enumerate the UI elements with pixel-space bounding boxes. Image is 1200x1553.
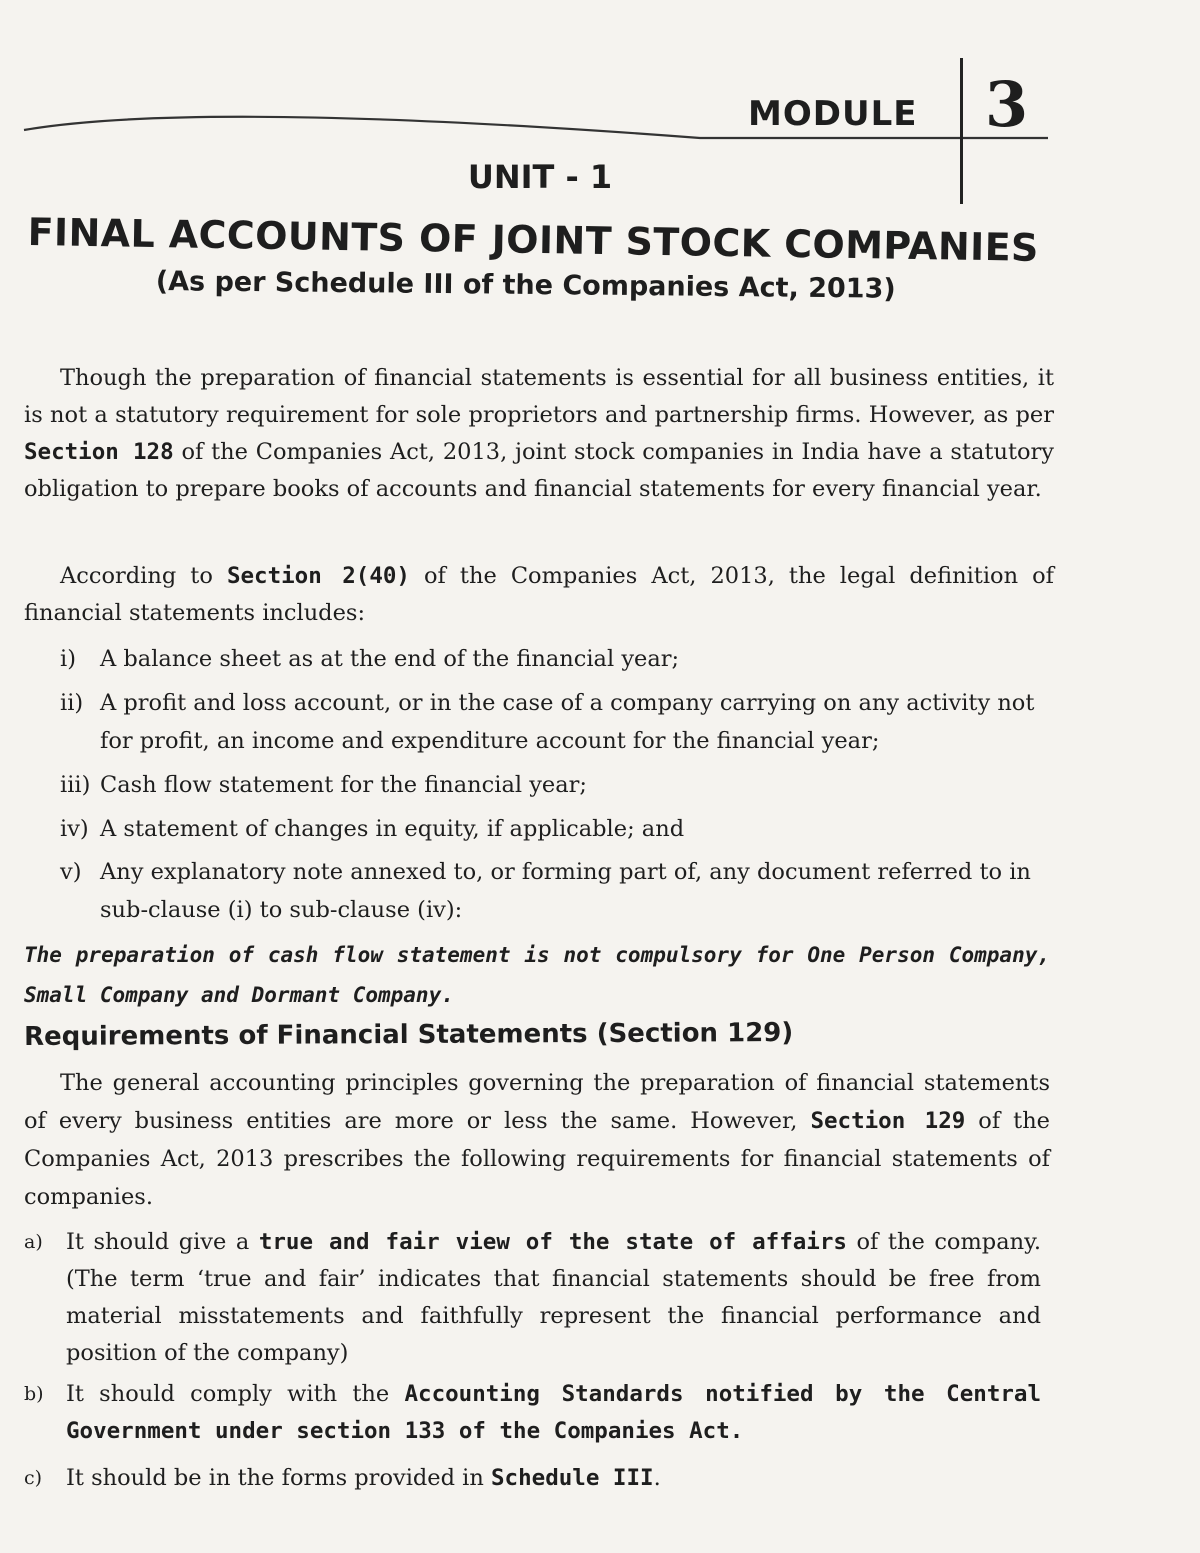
requirement-item: a) It should give a true and fair view of the state of affairs of the company. (The term ‘true and fair’ indicates that financial statements should be free from material misstatements and faithfully represent the financial performance and position of the company) <box>24 1229 1041 1366</box>
page-title: FINAL ACCOUNTS OF JOINT STOCK COMPANIES <box>27 210 1040 270</box>
section-heading: Requirements of Financial Statements (Section 129) <box>24 1017 794 1052</box>
module-number: 3 <box>985 68 1029 141</box>
list-item: iv) A statement of changes in equity, if applicable; and <box>60 816 685 842</box>
cash-flow-note: The preparation of cash flow statement is not compulsory for One Person Company, Small Company and Dormant Company. <box>24 943 1050 1007</box>
page-subtitle: (As per Schedule III of the Companies Act, 2013) <box>155 266 896 305</box>
definition-paragraph: According to Section 2(40) of the Companies Act, 2013, the legal definition of financial statements includes: <box>24 563 1054 626</box>
requirement-item: b) It should comply with the Accounting Standards notified by the Central Government under section 133 of the Companies Act. <box>24 1381 1041 1444</box>
list-item: ii) A profit and loss account, or in the case of a company carrying on any activity not for profit, an income and expenditure account for the financial year; <box>60 690 1035 754</box>
unit-label: UNIT - 1 <box>467 158 613 196</box>
list-item: iii) Cash flow statement for the financial year; <box>60 772 588 798</box>
requirement-item: c) It should be in the forms provided in Schedule III. <box>24 1465 661 1491</box>
module-label: MODULE <box>748 94 918 134</box>
list-item: i) A balance sheet as at the end of the financial year; <box>60 646 680 672</box>
intro-paragraph: Though the preparation of financial statements is essential for all business entities, it is not a statutory requirement for sole proprietors and partnership firms. However, as per Section 128 of the Companies Act, 2013, joint stock companies in India have a statutory obligation to prepare books of accounts and financial statements for every financial year. <box>24 365 1055 502</box>
list-item: v) Any explanatory note annexed to, or forming part of, any document referred to in sub-clause (i) to sub-clause (iv): <box>60 859 1031 923</box>
requirements-paragraph: The general accounting principles governing the preparation of financial statements of every business entities are more or less the same. However, Section 129 of the Companies Act, 2013 prescribes the following requirements for financial statements of companies. <box>24 1070 1051 1210</box>
